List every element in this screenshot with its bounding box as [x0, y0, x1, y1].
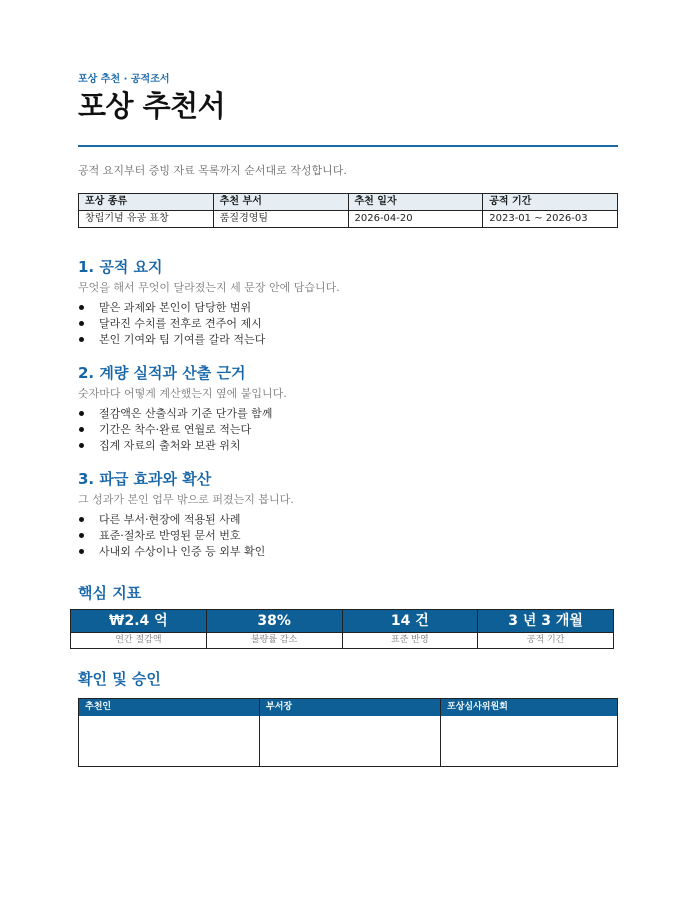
title-divider [78, 145, 618, 147]
approval-header: 부서장 [260, 699, 440, 716]
bullet-icon [79, 305, 84, 310]
info-header-award-type: 포상 종류 [79, 194, 214, 211]
section-quantitative-results [78, 363, 618, 454]
info-header-department: 추천 부서 [213, 194, 348, 211]
list-item [78, 316, 618, 332]
page-title: 포상 추천서 [78, 89, 226, 123]
kpi-value: ₩2.4 억 [71, 610, 206, 632]
info-table-header-row [79, 194, 618, 211]
list-item-text: 다른 부서·현장에 적용된 사례 [99, 513, 241, 526]
section-ripple-effect [78, 469, 618, 560]
info-header-period: 공적 기간 [483, 194, 618, 211]
bullet-icon [79, 549, 84, 554]
info-cell-period: 2023-01 ~ 2026-03 [483, 211, 618, 228]
section-heading: 3. 파급 효과와 확산 [78, 470, 212, 488]
kpi-label: 불량률 감소 [207, 632, 342, 648]
kpi-value: 38% [207, 610, 342, 632]
section-description: 무엇을 해서 무엇이 달라졌는지 세 문장 안에 담습니다. [78, 281, 340, 294]
bullet-list [78, 300, 618, 348]
bullet-icon [79, 517, 84, 522]
kpi-value: 3 년 3 개월 [478, 610, 613, 632]
list-item-text: 본인 기여와 팀 기여를 갈라 적는다 [99, 333, 266, 346]
bullet-list [78, 406, 618, 454]
info-table-row [79, 211, 618, 228]
info-cell-award-type: 창립기념 유공 표창 [79, 211, 214, 228]
list-item [78, 528, 618, 544]
list-item [78, 422, 618, 438]
approval-column-committee [440, 699, 617, 766]
info-table [78, 193, 618, 228]
section-description: 숫자마다 어떻게 계산했는지 옆에 붙입니다. [78, 387, 287, 400]
list-item-text: 기간은 착수·완료 연월로 적는다 [99, 423, 252, 436]
list-item [78, 406, 618, 422]
kpi-annual-savings [71, 610, 206, 648]
list-item-text: 집계 자료의 출처와 보관 위치 [99, 439, 241, 452]
kpi-label: 연간 절감액 [71, 632, 206, 648]
list-item-text: 사내외 수상이나 인증 등 외부 확인 [99, 545, 266, 558]
kpi-label: 공적 기간 [478, 632, 613, 648]
list-item-text: 표준·절차로 반영된 문서 번호 [99, 529, 241, 542]
list-item-text: 맡은 과제와 본인이 담당한 범위 [99, 301, 252, 314]
info-header-date: 추천 일자 [348, 194, 483, 211]
intro-text: 공적 요지부터 증빙 자료 목록까지 순서대로 작성합니다. [78, 164, 347, 177]
list-item [78, 300, 618, 316]
approval-section-heading: 확인 및 승인 [78, 670, 161, 688]
bullet-icon [79, 443, 84, 448]
document-eyebrow: 포상 추천 · 공적조서 [78, 74, 170, 85]
list-item [78, 512, 618, 528]
approval-column-recommender [79, 699, 259, 766]
kpi-value: 14 건 [343, 610, 478, 632]
section-heading: 2. 계량 실적과 산출 근거 [78, 364, 246, 382]
list-item [78, 544, 618, 560]
section-heading: 1. 공적 요지 [78, 258, 163, 276]
list-item [78, 332, 618, 348]
bullet-icon [79, 533, 84, 538]
approval-table [78, 698, 618, 767]
kpi-section-heading: 핵심 지표 [78, 584, 142, 602]
bullet-list [78, 512, 618, 560]
section-description: 그 성과가 본인 업무 밖으로 퍼졌는지 봅니다. [78, 493, 294, 506]
kpi-standards-adopted [342, 610, 478, 648]
bullet-icon [79, 337, 84, 342]
list-item-text: 달라진 수치를 전후로 견주어 제시 [99, 317, 262, 330]
approval-header: 포상심사위원회 [441, 699, 617, 716]
signature-field[interactable] [441, 716, 617, 766]
kpi-achievement-period [477, 610, 613, 648]
list-item [78, 438, 618, 454]
list-item-text: 절감액은 산출식과 기준 단가를 함께 [99, 407, 273, 420]
info-cell-date: 2026-04-20 [348, 211, 483, 228]
info-cell-department: 품질경영팀 [213, 211, 348, 228]
approval-header: 추천인 [79, 699, 259, 716]
section-achievement-summary [78, 257, 618, 348]
kpi-table [70, 609, 614, 649]
kpi-label: 표준 반영 [343, 632, 478, 648]
signature-field[interactable] [79, 716, 259, 766]
approval-column-department-head [259, 699, 440, 766]
bullet-icon [79, 427, 84, 432]
signature-field[interactable] [260, 716, 440, 766]
kpi-defect-reduction [206, 610, 342, 648]
bullet-icon [79, 411, 84, 416]
bullet-icon [79, 321, 84, 326]
